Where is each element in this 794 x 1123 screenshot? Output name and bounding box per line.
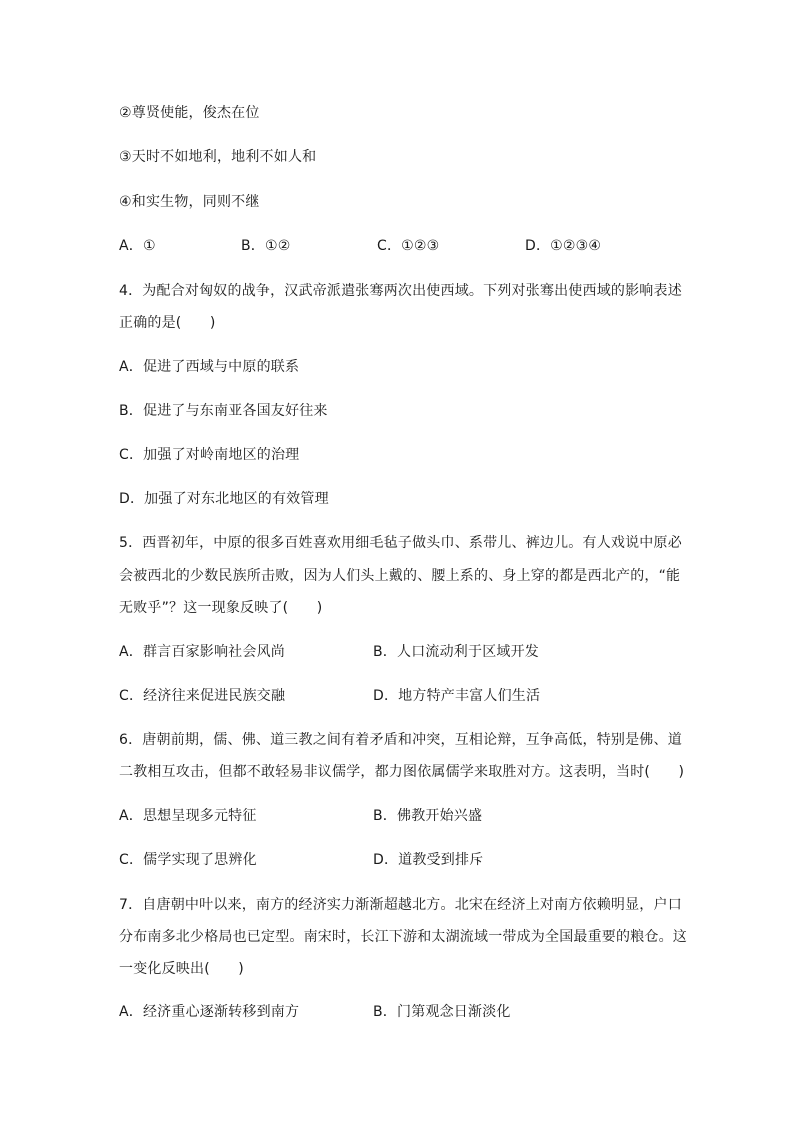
q3-item-2: ②尊贤使能，俊杰在位 (119, 105, 260, 121)
q3-option-c: C．①②③ (377, 238, 440, 254)
q5-stem-line-3: 无败乎”？这一现象反映了( ) (119, 600, 323, 616)
q7-stem-line-1: 7．自唐朝中叶以来，南方的经济实力渐渐超越北方。北宋在经济上对南方依赖明显，户口 (119, 897, 682, 913)
q4-option-a: A．促进了西域与中原的联系 (119, 359, 300, 375)
q6-stem-line-1: 6．唐朝前期，儒、佛、道三教之间有着矛盾和冲突，互相论辩，互争高低，特别是佛、道 (119, 732, 682, 748)
q3-item-3: ③天时不如地利，地利不如人和 (119, 149, 317, 165)
q6-stem-line-2: 二教相互攻击，但都不敢轻易非议儒学，都力图依属儒学来取胜对方。这表明，当时( ) (119, 764, 685, 780)
q5-stem-line-1: 5．西晋初年，中原的很多百姓喜欢用细毛毡子做头巾、系带儿、裤边儿。有人戏说中原必 (119, 535, 682, 551)
q6-option-c: C．儒学实现了思辨化 (119, 852, 257, 868)
q4-stem-line-2: 正确的是( ) (119, 315, 216, 331)
q7-stem-line-3: 一变化反映出( ) (119, 961, 244, 977)
q5-option-d: D．地方特产丰富人们生活 (373, 688, 541, 704)
q4-option-c: C．加强了对岭南地区的治理 (119, 447, 300, 463)
q3-item-4: ④和实生物，同则不继 (119, 194, 260, 210)
q4-option-b: B．促进了与东南亚各国友好往来 (119, 403, 328, 419)
q3-option-d: D．①②③④ (525, 238, 602, 254)
q5-option-b: B．人口流动利于区域开发 (373, 644, 540, 660)
q4-option-d: D．加强了对东北地区的有效管理 (119, 491, 329, 507)
q7-stem-line-2: 分布南多北少格局也已定型。南宋时，长江下游和太湖流域一带成为全国最重要的粮仓。这 (119, 929, 687, 945)
q5-stem-line-2: 会被西北的少数民族所击败，因为人们头上戴的、腰上系的、身上穿的都是西北产的，“能 (119, 568, 681, 584)
q7-option-a: A．经济重心逐渐转移到南方 (119, 1004, 300, 1020)
q6-option-d: D．道教受到排斥 (373, 852, 484, 868)
q4-stem-line-1: 4．为配合对匈奴的战争，汉武帝派遣张骞两次出使西域。下列对张骞出使西域的影响表述 (119, 283, 682, 299)
q7-option-b: B．门第观念日渐淡化 (373, 1004, 511, 1020)
q6-option-a: A．思想呈现多元特征 (119, 808, 257, 824)
q6-option-b: B．佛教开始兴盛 (373, 808, 483, 824)
q5-option-c: C．经济往来促进民族交融 (119, 688, 286, 704)
q3-option-b: B．①② (241, 238, 291, 254)
q5-option-a: A．群言百家影响社会风尚 (119, 644, 285, 660)
q3-option-a: A．① (119, 238, 156, 254)
